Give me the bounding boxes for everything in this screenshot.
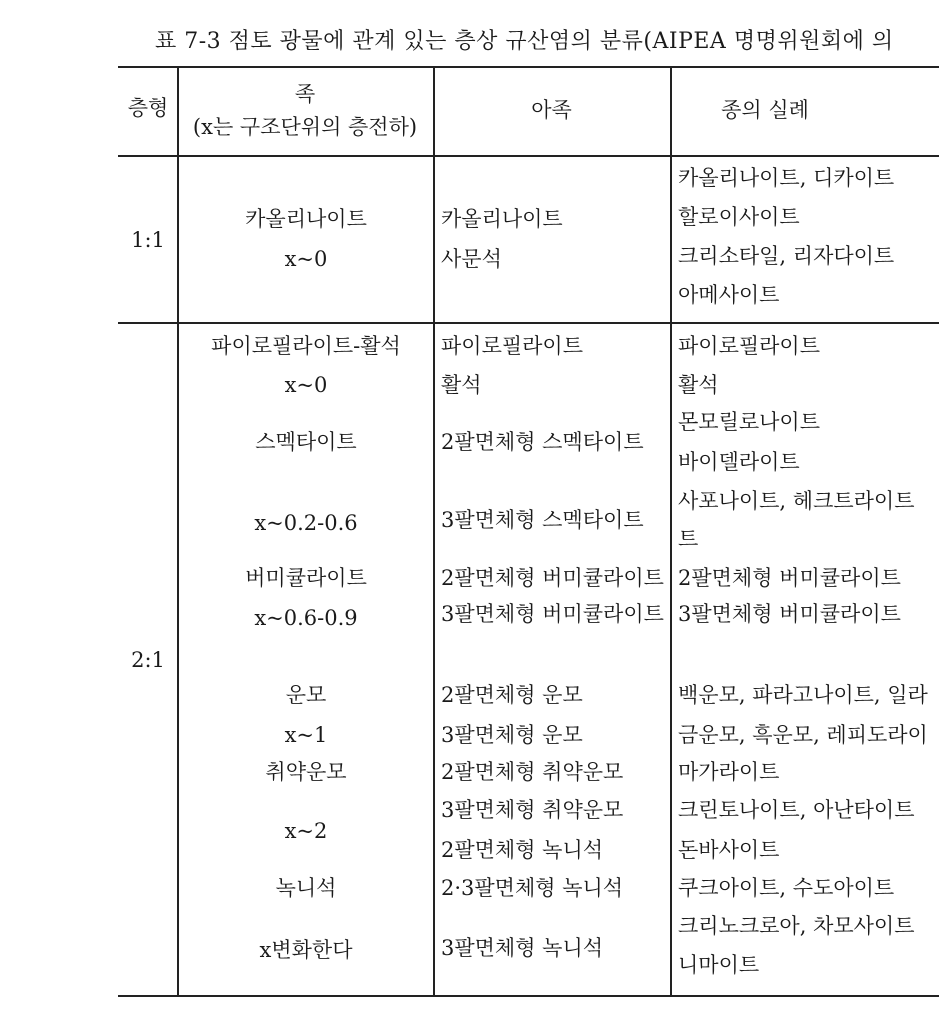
subgroup-cell: 3팔면체형 스멕타이트 bbox=[441, 508, 644, 532]
subgroup-cell: 활석 bbox=[441, 373, 482, 397]
species-cell: 사포나이트, 헤크트라이트 bbox=[678, 489, 915, 513]
species-cell: 몬모릴로나이트 bbox=[678, 410, 821, 434]
group-cell: 스멕타이트 bbox=[255, 430, 357, 454]
subgroup-cell: 3팔면체형 녹니석 bbox=[441, 936, 604, 960]
column-divider-1 bbox=[177, 66, 179, 996]
subgroup-cell: 3팔면체형 버미큘라이트 bbox=[441, 602, 664, 626]
species-cell: 2팔면체형 버미큘라이트 bbox=[678, 566, 901, 590]
group-cell: 녹니석 bbox=[275, 876, 337, 900]
species-cell: 니마이트 bbox=[678, 953, 760, 977]
group-cell: x~0 bbox=[284, 373, 328, 397]
species-cell: 할로이사이트 bbox=[678, 205, 800, 229]
group-cell: 취약운모 bbox=[265, 760, 347, 784]
layer-2-1: 2:1 bbox=[131, 648, 165, 672]
header-layer-type: 층형 bbox=[127, 96, 169, 120]
table-title: 표 7-3 점토 광물에 관계 있는 층상 규산염의 분류(AIPEA 명명위원회에 의 bbox=[155, 29, 894, 54]
species-cell: 크리노크로아, 차모사이트 bbox=[678, 914, 915, 938]
group-cell: x~0 bbox=[284, 247, 328, 271]
group-cell: x~0.2-0.6 bbox=[254, 511, 358, 535]
subgroup-cell: 카올리나이트 bbox=[441, 207, 563, 231]
species-cell: 금운모, 흑운모, 레피도라이 bbox=[678, 723, 928, 747]
species-cell: 돈바사이트 bbox=[678, 838, 780, 862]
header-group-title: 족 bbox=[294, 82, 316, 106]
species-cell: 3팔면체형 버미큘라이트 bbox=[678, 602, 901, 626]
header-subgroup: 아족 bbox=[531, 98, 572, 122]
group-cell: 운모 bbox=[285, 683, 327, 707]
species-cell: 백운모, 파라고나이트, 일라 bbox=[678, 683, 928, 707]
subgroup-cell: 2팔면체형 취약운모 bbox=[441, 760, 624, 784]
header-group-note: (x는 구조단위의 층전하) bbox=[192, 114, 418, 139]
species-cell: 쿠크아이트, 수도아이트 bbox=[678, 876, 895, 900]
group-cell: 버미큘라이트 bbox=[245, 566, 367, 590]
column-divider-3 bbox=[670, 66, 672, 996]
species-cell: 카올리나이트, 디카이트 bbox=[678, 166, 895, 190]
subgroup-cell: 3팔면체형 취약운모 bbox=[441, 798, 624, 822]
table-top-rule bbox=[118, 66, 939, 68]
species-cell: 활석 bbox=[678, 373, 719, 397]
group-cell: x~1 bbox=[284, 723, 328, 747]
species-cell: 트 bbox=[678, 527, 699, 551]
species-cell: 바이델라이트 bbox=[678, 450, 800, 474]
species-cell: 파이로필라이트 bbox=[678, 334, 821, 358]
group-cell: x변화한다 bbox=[259, 938, 353, 962]
header-group bbox=[177, 78, 433, 143]
header-rule bbox=[118, 155, 939, 157]
species-cell: 크린토나이트, 아난타이트 bbox=[678, 798, 915, 822]
subgroup-cell: 2팔면체형 녹니석 bbox=[441, 838, 604, 862]
species-cell: 마가라이트 bbox=[678, 760, 780, 784]
group-cell: 파이로필라이트-활석 bbox=[211, 334, 401, 358]
subgroup-cell: 3팔면체형 운모 bbox=[441, 723, 583, 747]
subgroup-cell: 2팔면체형 버미큘라이트 bbox=[441, 566, 664, 590]
subgroup-cell: 2·3팔면체형 녹니석 bbox=[441, 876, 624, 900]
subgroup-cell: 파이로필라이트 bbox=[441, 334, 584, 358]
header-species: 종의 실례 bbox=[721, 98, 809, 122]
species-cell: 크리소타일, 리자다이트 bbox=[678, 244, 895, 268]
group-cell: x~0.6-0.9 bbox=[254, 606, 358, 630]
subgroup-cell: 2팔면체형 운모 bbox=[441, 683, 583, 707]
section-rule bbox=[118, 322, 939, 324]
species-cell: 아메사이트 bbox=[678, 283, 780, 307]
column-divider-2 bbox=[433, 66, 435, 996]
group-cell: x~2 bbox=[284, 819, 328, 843]
layer-1-1: 1:1 bbox=[131, 228, 165, 252]
group-cell: 카올리나이트 bbox=[245, 207, 367, 231]
table-bottom-rule bbox=[118, 995, 939, 997]
subgroup-cell: 2팔면체형 스멕타이트 bbox=[441, 430, 644, 454]
subgroup-cell: 사문석 bbox=[441, 247, 502, 271]
